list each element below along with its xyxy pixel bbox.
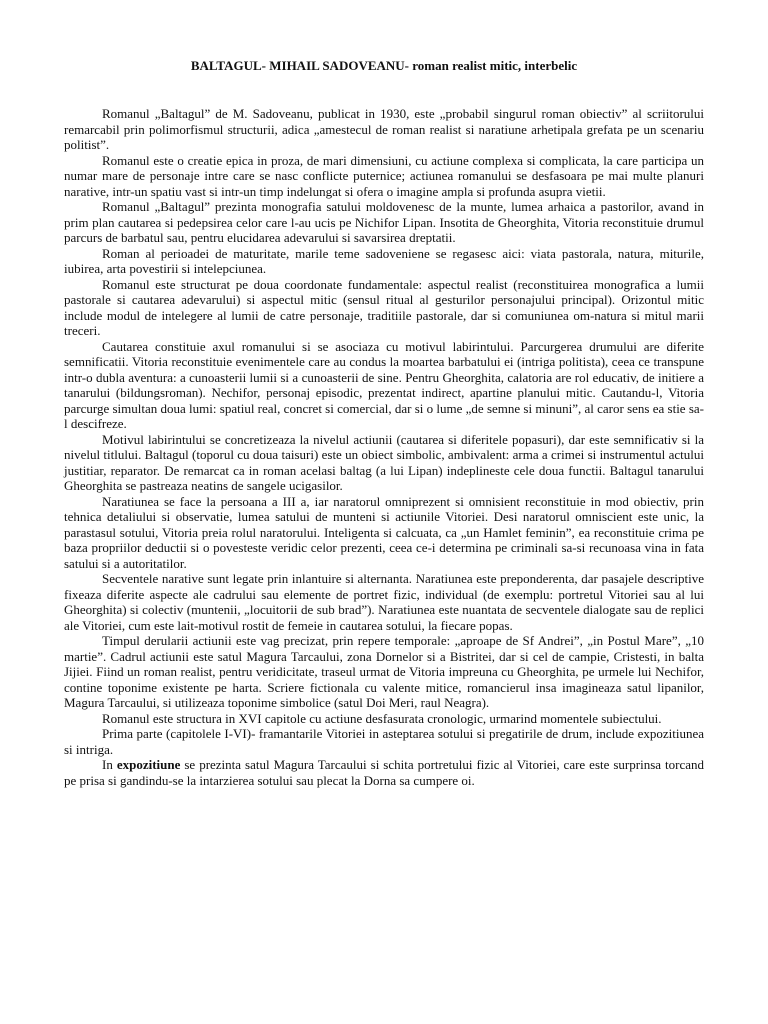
paragraph: Romanul este structura in XVI capitole cu actiune desfasurata cronologic, urmarind momentele subiectului. — [102, 710, 662, 726]
paragraph: Romanul „Baltagul” de M. Sadoveanu, publicat in 1930, este „probabil singurul roman obiectiv” al scriitorului remarcabil prin polimorfismul structurii, adica „amestecul de roman realist si naratiune arhetipala grefata pe un scenariu politist”. — [64, 106, 704, 152]
paragraph: Romanul este structurat pe doua coordonate fundamentale: aspectul realist (reconstituirea monografica a lumii pastorale si cautarea adevarului) si aspectul mitic (sensul ritual al gesturilor personajului principal). Orizontul mitic include modul de intelegere al lumii de catre personaje, traditiile pastorale, dar si comuniunea om-natura si mitul marii treceri. — [64, 276, 704, 338]
paragraph: Timpul derularii actiunii este vag precizat, prin repere temporale: „aproape de Sf Andrei”, „in Postul Mare”, „10 martie”. Cadrul actiunii este satul Magura Tarcaului, zona Dornelor si a Bistritei, dar si cel de campie, Cristesti, in balta Jijiei. Fiind un roman realist, pentru veridicitate, traseul urmat de Vitoria impreuna cu Gheorghita, pe urmele lui Nechifor, contine toponime existente pe harta. Scriere fictionala cu valente mitice, romancierul insa imagineaza satul lipanilor, Magura Tarcaului, si utilizeaza toponime simbolice (satul Doi Meri, raul Neagra). — [64, 633, 704, 710]
paragraph: Secventele narative sunt legate prin inlantuire si alternanta. Naratiunea este preponderenta, dar pasajele descriptive fixeaza diferite aspecte ale cadrului sau elemente de portret fizic, individual (de exemplu: portretul Vitoriei sau al lui Gheorghita) si colectiv (muntenii, „locuitorii de sub brad”). Naratiunea este nuantata de secventele dialogate sau de replici ale Vitoriei, cum este lait-motivul rostit de femeie in cautarea sotului, la fiecare popas. — [64, 571, 704, 633]
paragraph: Motivul labirintului se concretizeaza la nivelul actiunii (cautarea si diferitele popasuri), dar este semnificativ si la nivelul titlului. Baltagul (toporul cu doua taisuri) este un obiect simbolic, ambivalent: arma a crimei si instrumentul actului justitiar, reparator. De remarcat ca in roman acelasi baltag (a lui Lipan) indeplineste cele doua functii. Baltagul tanarului Gheorghita se pastreaza neatins de sangele ucigasilor. — [64, 431, 704, 493]
paragraph: Romanul este o creatie epica in proza, de mari dimensiuni, cu actiune complexa si complicata, la care participa un numar mare de personaje intre care se nasc conflicte puternice; actiunea romanului se desfasoara pe mai multe planuri narative, intr-un spatiu vast si intr-un timp indelungat si ofera o imagine ampla si profunda asupra vietii. — [64, 152, 704, 199]
bold-term: expozitiune — [116, 757, 181, 772]
document-title: BALTAGUL- MIHAIL SADOVEANU- roman realist mitic, interbelic — [190, 58, 578, 73]
paragraph-prefix: In — [102, 757, 117, 772]
paragraph-suffix: se prezinta satul Magura Tarcaului si schita portretului fizic al Vitoriei, care este surprinsa torcand pe prisa si gandindu-se la intarzierea sotului sau plecat la Dorna sa cumpere oi. — [64, 757, 704, 788]
paragraph: Roman al perioadei de maturitate, marile teme sadoveniene se regasesc aici: viata pastorala, natura, miturile, iubirea, arta povestirii si intelepciunea. — [64, 245, 704, 276]
paragraph: Prima parte (capitolele I-VI)- framantarile Vitoriei in asteptarea sotului si pregatirile de drum, include expozitiunea si intriga. — [64, 726, 704, 757]
paragraph: Naratiunea se face la persoana a III a, iar naratorul omniprezent si omnisient reconstituie in mod obiectiv, prin tehnica detaliului si observatie, lumea satului de munteni si actiunile Vitoriei. Desi naratorul omniscient este unic, la parastasul sotului, Vitoria preia rolul naratorului. Inteligenta si calcuata, ca „un Hamlet feminin”, ea reconstituie crima pe baza propriilor deductii si o povesteste veridic celor prezenti, ceea ce-i determina pe criminali sa-si recunoasa vina in fata satului si a autoritatilor. — [64, 493, 704, 571]
document-body — [64, 106, 704, 788]
paragraph: Cautarea constituie axul romanului si se asociaza cu motivul labirintului. Parcurgerea drumului are diferite semnificatii. Vitoria reconstituie evenimentele care au condus la moartea barbatului ei (intriga politista), ceea ce transpune intr-o dubla aventura: a cunoasterii lumii si a cunoasterii de sine. Pentru Gheorghita, calatoria are rol educativ, de initiere a tanarului (bildungsroman). Nechifor, personaj episodic, prezentat indirect, apartine planului mitic. Cautandu-l, Vitoria parcurge simultan doua lumi: spatiul real, concret si comercial, dar si o lume „de semne si minuni”, al caror sens ea stie sa-l descifreze. — [64, 338, 704, 431]
paragraph-last — [64, 757, 704, 788]
paragraph: Romanul „Baltagul” prezinta monografia satului moldovenesc de la munte, lumea arhaica a pastorilor, avand in prim plan cautarea si pedepsirea celor care l-au ucis pe Nichifor Lipan. Insotita de Gheorghita, Vitoria reconstituie drumul parcurs de barbatul sau, pentru elucidarea adevarului si savarsirea dreptatii. — [64, 199, 704, 245]
